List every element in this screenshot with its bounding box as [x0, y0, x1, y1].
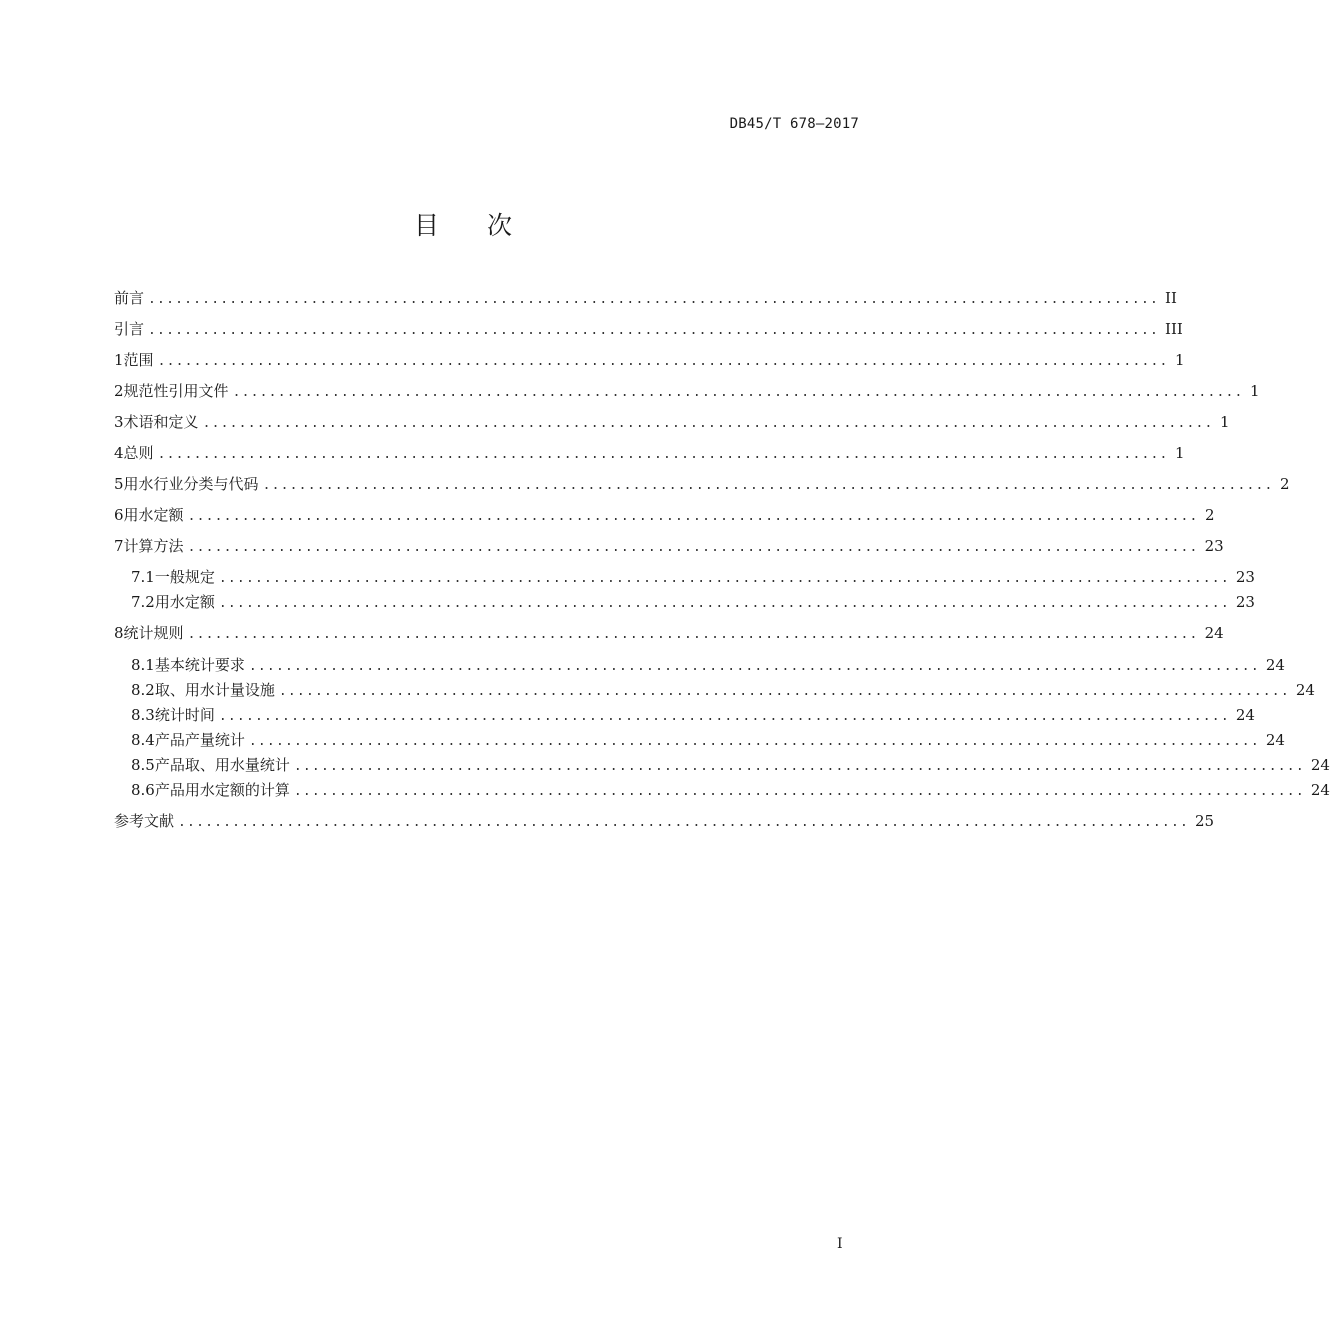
- toc-entry-number: 6: [114, 506, 124, 524]
- toc-entry[interactable]: [114, 536, 1224, 556]
- toc-entry-page: 24: [1235, 706, 1255, 724]
- toc-entry[interactable]: [114, 319, 1183, 339]
- toc-entry-number: 4: [114, 444, 124, 462]
- toc-entry-label: 范围: [123, 351, 154, 369]
- toc-entry-page: 2: [1205, 506, 1215, 524]
- toc-entry-page: III: [1165, 320, 1183, 338]
- toc-leader-dots: ................................................................................................................: [293, 759, 1305, 774]
- toc-entry-number: 2: [114, 382, 124, 400]
- page-number: I: [837, 1236, 843, 1252]
- toc-entry[interactable]: [114, 443, 1185, 463]
- toc-leader-dots: ................................................................................................................: [202, 416, 1214, 431]
- toc-entry-page: 24: [1265, 656, 1285, 674]
- toc-entry[interactable]: [114, 350, 1185, 370]
- document-code: DB45/T 678—2017: [729, 116, 859, 132]
- toc-entry[interactable]: [114, 505, 1215, 525]
- toc-entry-number: 8.4: [131, 731, 155, 749]
- toc-leader-dots: ................................................................................................................: [248, 659, 1260, 674]
- toc-leader-dots: ................................................................................................................: [148, 323, 1160, 338]
- toc-leader-dots: ................................................................................................................: [218, 596, 1230, 611]
- toc-entry-number: 8.3: [131, 706, 155, 724]
- toc-leader-dots: ................................................................................................................: [178, 815, 1190, 830]
- toc-subentry[interactable]: [131, 755, 1330, 775]
- toc-leader-dots: ................................................................................................................: [148, 292, 1160, 307]
- toc-entry-number: 8: [114, 624, 124, 642]
- toc-entry-page: 24: [1265, 731, 1285, 749]
- toc-entry-label: 规范性引用文件: [123, 382, 229, 400]
- toc-subentry[interactable]: [131, 680, 1315, 700]
- toc-entry-label: 用水定额: [154, 593, 215, 611]
- toc-subentry[interactable]: [131, 730, 1285, 750]
- toc-entry-label: 基本统计要求: [154, 656, 245, 674]
- toc-entry-page: 25: [1195, 812, 1215, 830]
- toc-entry-number: 8.6: [131, 781, 155, 799]
- toc-entry-page: 23: [1235, 593, 1255, 611]
- toc-entry-number: 7.2: [131, 593, 155, 611]
- toc-subentry[interactable]: [131, 592, 1255, 612]
- toc-entry-page: 2: [1280, 475, 1290, 493]
- toc-entry[interactable]: [114, 811, 1215, 831]
- toc-entry-label: 统计时间: [154, 706, 215, 724]
- toc-entry-page: 23: [1235, 568, 1255, 586]
- toc-entry-page: 24: [1204, 624, 1224, 642]
- toc-entry-label: 产品产量统计: [154, 731, 245, 749]
- toc-entry-label: 用水定额: [123, 506, 184, 524]
- toc-entry-page: 23: [1204, 537, 1224, 555]
- toc-leader-dots: ................................................................................................................: [187, 540, 1199, 555]
- toc-subentry[interactable]: [131, 780, 1330, 800]
- toc-leader-dots: ................................................................................................................: [248, 734, 1260, 749]
- toc-entry-number: 8.5: [131, 756, 155, 774]
- toc-entry[interactable]: [114, 623, 1224, 643]
- toc-entry-label: 产品取、用水量统计: [154, 756, 290, 774]
- toc-entry-page: 1: [1175, 351, 1185, 369]
- toc-entry[interactable]: [114, 474, 1290, 494]
- toc-entry-label: 引言: [114, 320, 145, 338]
- toc-entry-label: 参考文献: [114, 812, 175, 830]
- toc-entry-label: 总则: [123, 444, 154, 462]
- toc-leader-dots: ................................................................................................................: [157, 447, 1169, 462]
- toc-entry[interactable]: [114, 381, 1260, 401]
- toc-leader-dots: ................................................................................................................: [262, 478, 1274, 493]
- toc-entry-number: 7: [114, 537, 124, 555]
- toc-entry-label: 取、用水计量设施: [154, 681, 275, 699]
- toc-leader-dots: ................................................................................................................: [218, 709, 1230, 724]
- toc-entry-number: 7.1: [131, 568, 155, 586]
- toc-entry-number: 1: [114, 351, 124, 369]
- toc-entry-label: 产品用水定额的计算: [154, 781, 290, 799]
- toc-entry-label: 统计规则: [123, 624, 184, 642]
- toc-entry-number: 3: [114, 413, 124, 431]
- toc-entry-number: 8.2: [131, 681, 155, 699]
- toc-subentry[interactable]: [131, 705, 1255, 725]
- toc-entry-label: 术语和定义: [123, 413, 199, 431]
- toc-entry-label: 前言: [114, 289, 145, 307]
- toc-leader-dots: ................................................................................................................: [278, 684, 1290, 699]
- toc-entry-label: 计算方法: [123, 537, 184, 555]
- toc-entry-page: 24: [1310, 781, 1330, 799]
- toc-leader-dots: ................................................................................................................: [157, 354, 1169, 369]
- toc-subentry[interactable]: [131, 567, 1255, 587]
- toc-entry[interactable]: [114, 288, 1177, 308]
- toc-entry-page: 24: [1310, 756, 1330, 774]
- toc-entry-number: 5: [114, 475, 124, 493]
- toc-entry-page: 24: [1295, 681, 1315, 699]
- toc-entry-page: II: [1165, 289, 1177, 307]
- toc-entry-page: 1: [1220, 413, 1230, 431]
- toc-entry-page: 1: [1175, 444, 1185, 462]
- toc-leader-dots: ................................................................................................................: [293, 784, 1305, 799]
- toc-title: 目次: [413, 211, 560, 240]
- toc-entry-number: 8.1: [131, 656, 155, 674]
- toc-entry-label: 一般规定: [154, 568, 215, 586]
- toc-subentry[interactable]: [131, 655, 1285, 675]
- toc-leader-dots: ................................................................................................................: [187, 509, 1199, 524]
- toc-entry[interactable]: [114, 412, 1230, 432]
- toc-entry-label: 用水行业分类与代码: [123, 475, 259, 493]
- toc-leader-dots: ................................................................................................................: [232, 385, 1244, 400]
- toc-leader-dots: ................................................................................................................: [218, 571, 1230, 586]
- toc-leader-dots: ................................................................................................................: [187, 627, 1199, 642]
- toc-entry-page: 1: [1250, 382, 1260, 400]
